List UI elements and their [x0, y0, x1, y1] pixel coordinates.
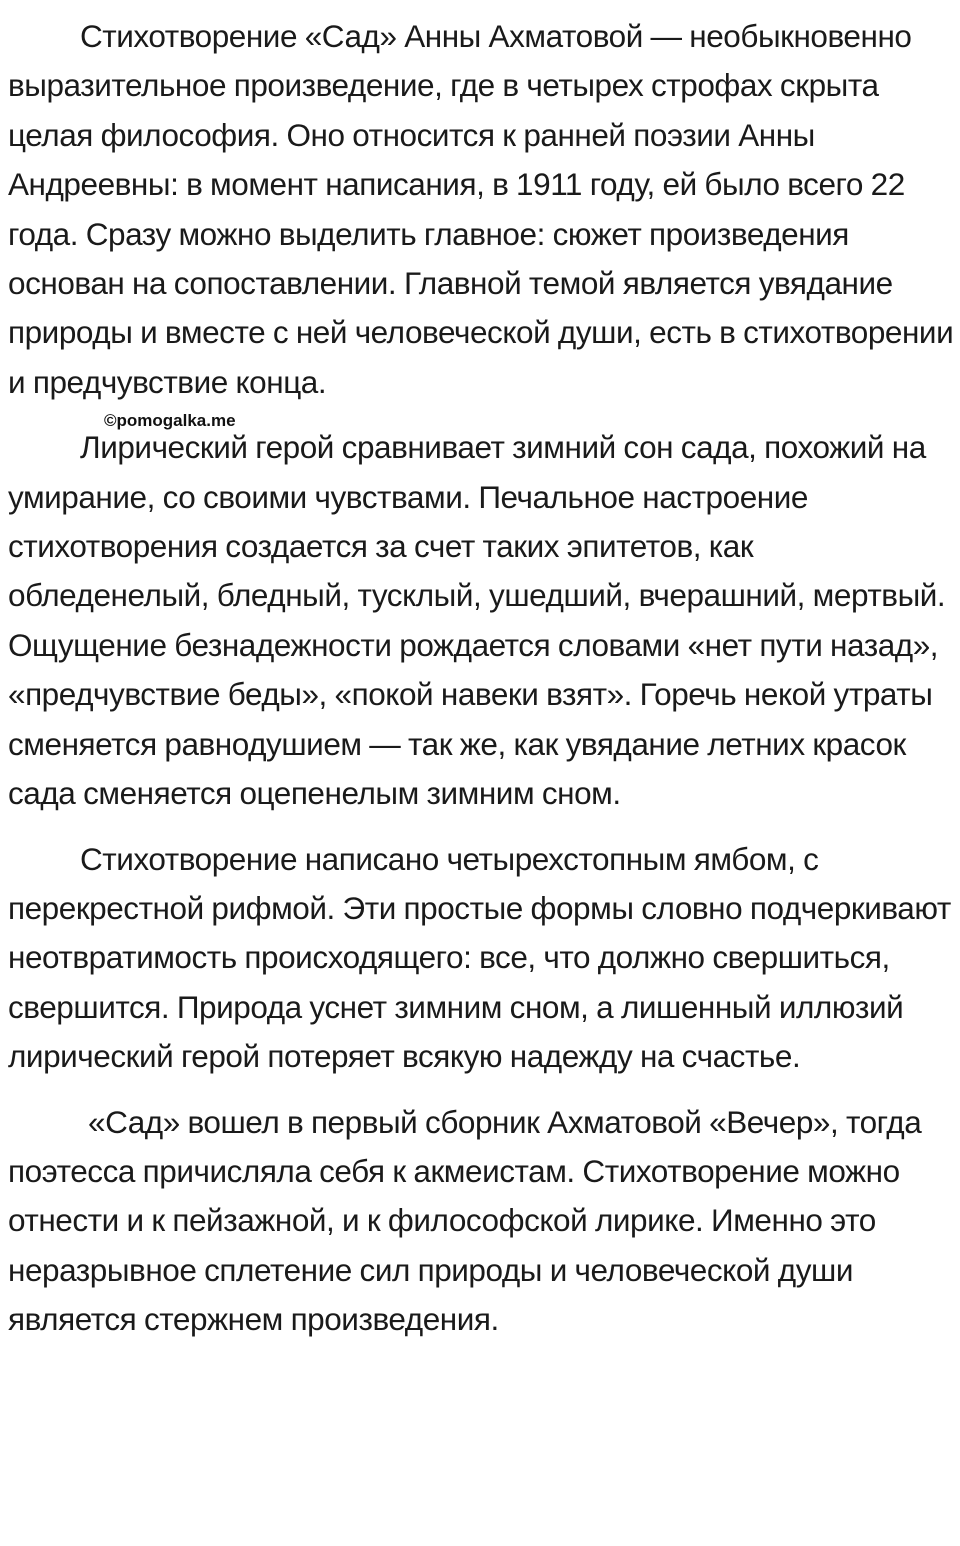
paragraph-4: «Сад» вошел в первый сборник Ахматовой «Вечер», тогда поэтесса причисляла себя к акмеистам. Стихотворение можно отнести и к пейзажной, и к философской лирике. Именно это неразрывное сплетение сил природы и человеческой души является стержнем произведения.: [8, 1103, 922, 1338]
paragraph-1: Стихотворение «Сад» Анны Ахматовой — необыкновенно выразительное произведение, где в четырех строфах скрыта целая философия. Оно относится к ранней поэзии Анны Андреевны: в момент написания, в 1911 году, ей было всего 22 года. Сразу можно выделить главное: сюжет произведения основан на сопоставлении. Главной темой является увядание природы и вместе с ней человеческой души, есть в стихотворении и предчувствие конца.: [8, 18, 954, 400]
paragraph-3: Стихотворение написано четырехстопным ямбом, с перекрестной рифмой. Эти простые формы словно подчеркивают неотвратимость происходящего: все, что должно свершиться, свершится. Природа уснет зимним сном, а лишенный иллюзий лирический герой потеряет всякую надежду на счастье.: [8, 840, 951, 1075]
document-body: [8, 12, 956, 1345]
watermark: ©pomogalka.me: [104, 411, 236, 430]
paragraph-2: Лирический герой сравнивает зимний сон сада, похожий на умирание, со своими чувствами. Печальное настроение стихотворения создается за счет таких эпитетов, как обледенелый, бледный, тусклый, ушедший, вчерашний, мертвый. Ощущение безнадежности рождается словами «нет пути назад», «предчувствие беды», «покой навеки взят». Горечь некой утраты сменяется равнодушием — так же, как увядание летних красок сада сменяется оцепенелым зимним сном.: [8, 429, 946, 812]
